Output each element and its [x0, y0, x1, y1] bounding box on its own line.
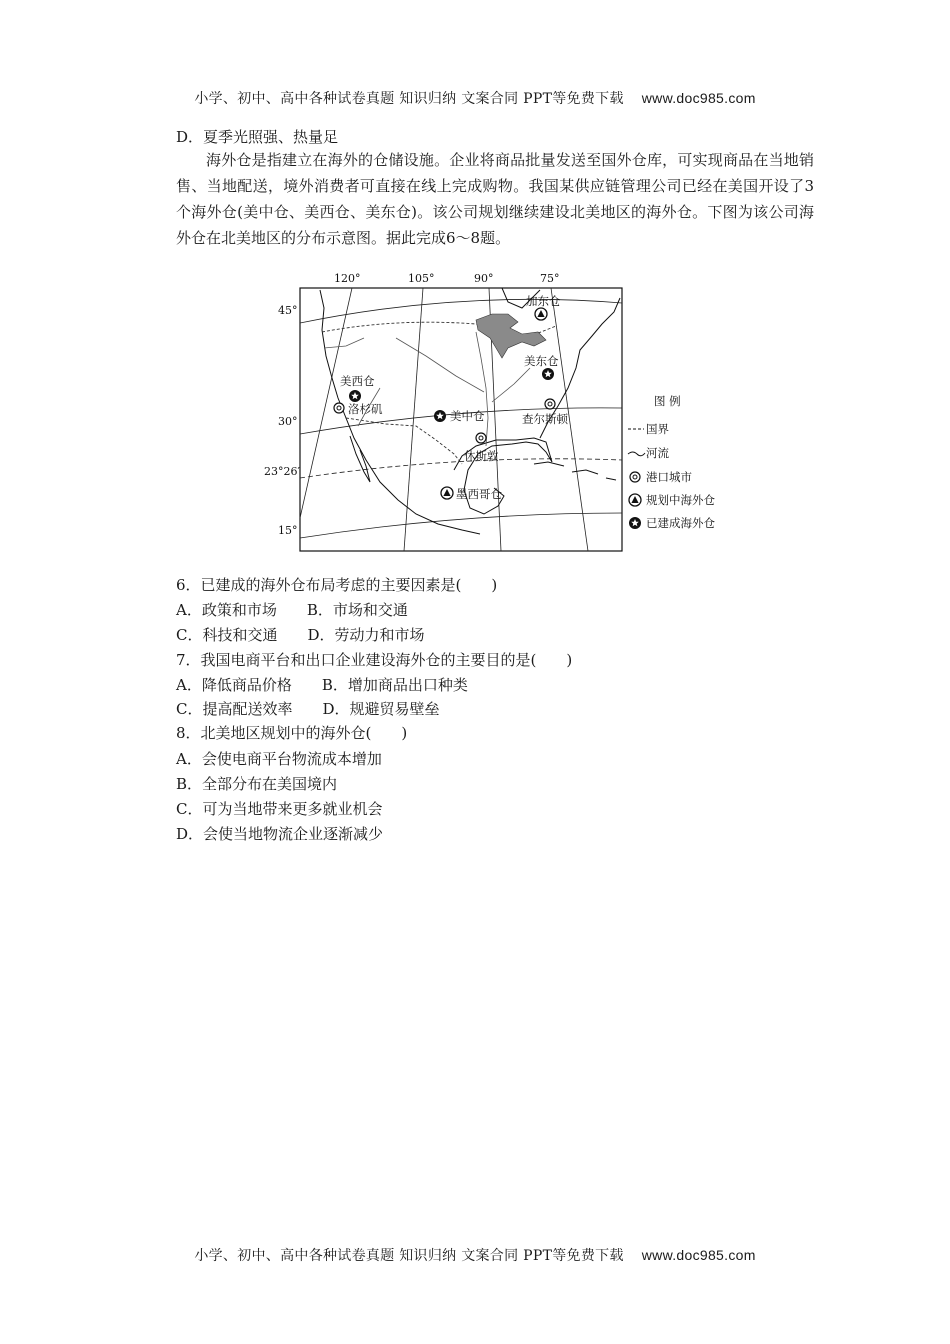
- xiusidun-label: 休斯敦: [464, 449, 499, 463]
- page-header: [0, 88, 950, 108]
- header-url[interactable]: www.doc985.com: [641, 90, 756, 106]
- lat-label-30: 30°: [278, 415, 298, 428]
- q6-stem: 6．已建成的海外仓布局考虑的主要因素是( ): [176, 576, 498, 594]
- moxige-label: 墨西哥仓: [456, 487, 502, 501]
- q7-options-cd: C．提高配送效率 D．规避贸易壁垒: [176, 700, 440, 718]
- q8-option-c: C．可为当地带来更多就业机会: [176, 800, 383, 818]
- jiadong-label: 加东仓: [526, 294, 561, 308]
- q8-stem: 8．北美地区规划中的海外仓( ): [176, 724, 408, 742]
- q7-stem: 7．我国电商平台和出口企业建设海外仓的主要目的是( ): [176, 651, 573, 669]
- legend-planned-label: 规划中海外仓: [646, 493, 715, 507]
- meizhong-warehouse-marker: [434, 410, 446, 422]
- meidong-label: 美东仓: [524, 354, 559, 368]
- lon-label-90: 90°: [474, 272, 494, 285]
- q8-option-b: B．全部分布在美国境内: [176, 775, 338, 793]
- lat-label-45: 45°: [278, 304, 298, 317]
- footer-url[interactable]: www.doc985.com: [641, 1247, 756, 1263]
- legend-port-label: 港口城市: [646, 470, 692, 484]
- footer-text: 小学、初中、高中各种试卷真题 知识归纳 文案合同 PPT等免费下载: [194, 1248, 624, 1264]
- lat-label-15: 15°: [278, 524, 298, 537]
- lat-label-23-26: 23°26′: [264, 465, 300, 478]
- q8-option-a: A．会使电商平台物流成本增加: [176, 750, 382, 768]
- q7-options-ab: A．降低商品价格 B．增加商品出口种类: [176, 676, 468, 694]
- luoshanji-port-marker: [334, 403, 344, 413]
- page-footer: [0, 1245, 950, 1265]
- luoshanji-label: 洛杉矶: [348, 402, 383, 416]
- meidong-warehouse-marker: [542, 368, 554, 380]
- chaersidun-port-marker: [545, 399, 555, 409]
- passage: 海外仓是指建立在海外的仓储设施。企业将商品批量发送至国外仓库，可实现商品在当地销售、当地配送，境外消费者可直接在线上完成购物。我国某供应链管理公司已经在美国开设了3个海外仓(美中仓、美西仓、美东仓)。该公司规划继续建设北美地区的海外仓。下图为该公司海外仓在北美地区的分布示意图。据此完成6～8题。: [176, 151, 814, 247]
- q6-options-ab: A．政策和市场 B．市场和交通: [176, 601, 408, 619]
- xiusidun-port-marker: [476, 433, 486, 443]
- legend-river-label: 河流: [646, 446, 669, 460]
- legend-port-symbol: [630, 472, 640, 482]
- chaersidun-label: 查尔斯顿: [522, 412, 568, 426]
- meixi-warehouse-marker: [349, 390, 361, 402]
- legend-planned-symbol: [629, 494, 641, 506]
- legend-built-label: 已建成海外仓: [646, 516, 715, 530]
- q8-option-d: D．会使当地物流企业逐渐减少: [176, 825, 384, 843]
- meixi-label: 美西仓: [340, 374, 375, 388]
- legend-title: 图 例: [654, 394, 681, 408]
- moxige-warehouse-marker: [441, 487, 453, 499]
- meizhong-label: 美中仓: [450, 409, 485, 423]
- legend-built-symbol: [629, 517, 641, 529]
- jiadong-warehouse-marker: [535, 308, 547, 320]
- legend-river-symbol: [628, 452, 645, 456]
- north-america-warehouse-map: [264, 268, 736, 558]
- lon-label-120: 120°: [334, 272, 361, 285]
- header-text: 小学、初中、高中各种试卷真题 知识归纳 文案合同 PPT等免费下载: [194, 91, 624, 107]
- map-legend: [628, 394, 715, 530]
- lon-label-105: 105°: [408, 272, 435, 285]
- legend-border-label: 国界: [646, 422, 669, 436]
- previous-option-d: D．夏季光照强、热量足: [176, 128, 339, 146]
- q6-options-cd: C．科技和交通 D．劳动力和市场: [176, 626, 425, 644]
- lon-label-75: 75°: [540, 272, 560, 285]
